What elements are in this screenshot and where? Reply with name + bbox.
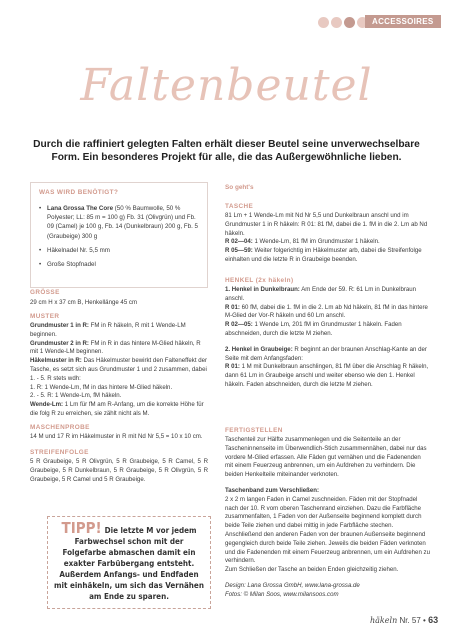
- henkel1-r01-label: R 01:: [225, 303, 240, 311]
- materials-item: • Häkelnadel Nr. 5,5 mm: [39, 246, 199, 255]
- streifenfolge-section: [30, 449, 208, 484]
- groesse-heading: GRÖSSE: [30, 289, 60, 296]
- fertig-text: Taschenteil zur Hälfte zusammenlegen und die Seitenteile an der Tascheninnenseite im Überwendlich-Stich zusammennähen, dabei nur das vordere M-Glied erfassen. Alle Fäden gut vernähen und die Fadenenden mit einem Feuerzeug anbrennen, um ein Aufdrehen zu verhindern. Die beiden Henkelteile miteinander verknoten.: [225, 436, 427, 479]
- footer-bullet: •: [423, 616, 426, 625]
- muster-wendelm-label: Wende-Lm:: [30, 401, 64, 409]
- muster-wendelm-text: 1 Lm für fM am R-Anfang, um die korrekte Höhe für die folg R zu erreichen, sie zählt nicht als M.: [30, 401, 204, 417]
- materials-list: [39, 204, 199, 269]
- tasche-r0559-text: Weiter folgerichtig im Häkelmuster arb, dabei die Streifenfolge einhalten und die letzte R in Graubeige beenden.: [225, 247, 422, 263]
- muster-section: [30, 313, 208, 419]
- henkel1-r0205: [225, 321, 430, 339]
- taschenband-label: Taschenband zum Verschließen:: [225, 486, 320, 494]
- muster-gm2: [30, 340, 208, 358]
- tasche-r0204-label: R 02—04:: [225, 238, 253, 246]
- tasche-r0204: [225, 238, 430, 247]
- taschenband-text: 2 x 2 m langen Faden in Camel zuschneiden. Fäden mit der Stopfnadel nach der 10. R vom oberen Taschenrand einziehen. Dazu die Farbfläche zusammenfalten, 1 Faden von der Außenseite beginnend komplett durch beide Teile ziehen und dabei mittig in jede Farbfläche stechen. Anschließend den anderen Faden von der braunen Außenseite beginnend gegengleich durch beide Teile ziehen. Jeweils die beiden Fäden verknoten und die Fadenenden mit einem Feuerzeug anbrennen, um ein Aufdrehen zu verhindern.: [225, 495, 430, 565]
- taschenband-heading: [225, 487, 430, 496]
- materials-item: [39, 204, 199, 241]
- fertig-heading: FERTIGSTELLEN: [225, 427, 283, 434]
- footer-issue: Nr. 57: [399, 616, 421, 625]
- tasche-section: [225, 203, 430, 265]
- muster-wendelm: [30, 401, 208, 419]
- page-title: Faltenbeutel: [80, 60, 373, 111]
- materials-box: [30, 182, 208, 288]
- intro-text: Durch die raffiniert gelegten Falten erhält dieser Beutel seine unverwechselbare Form. Ein besonderes Projekt für alle, die das Außergewöhnliche lieben.: [33, 139, 420, 163]
- taschenband-end: Zum Schließen der Tasche an beiden Enden gleichzeitig ziehen.: [225, 566, 399, 574]
- muster-gm1: [30, 322, 208, 340]
- muster-gm1-label: Grundmuster 1 in R:: [30, 322, 89, 329]
- fertig-section: [225, 427, 430, 600]
- header-issue-circles: [318, 17, 368, 28]
- henkel2-label: 2. Henkel in Graubeige:: [225, 345, 293, 353]
- henkel-section: [225, 277, 430, 390]
- section-label: ACCESSOIRES: [365, 15, 441, 28]
- henkel1-r01: [225, 304, 430, 322]
- muster-hm-r2: 2. - 5. R: 1 Wende-Lm, fM häkeln.: [30, 392, 122, 400]
- streifenfolge-text: 5 R Graubeige, 5 R Olivgrün, 5 R Graubeige, 5 R Camel, 5 R Graubeige, 5 R Dunkelbraun, 5 R Graubeige, 5 R Olivgrün, 5 R Graubeige, 5 R Camel und 5 R Graubeige.: [30, 458, 208, 483]
- muster-hm-r1: 1. R: 1 Wende-Lm, fM in das hintere M-Glied häkeln.: [30, 383, 173, 391]
- tasche-r0559-label: R 05—59:: [225, 247, 253, 255]
- groesse-text: 29 cm H x 37 cm B, Henkellänge 45 cm: [30, 299, 138, 306]
- maschenprobe-text: 14 M und 17 R im Häkelmuster in R mit Nd Nr 5,5 = 10 x 10 cm.: [30, 433, 203, 440]
- muster-hm: [30, 357, 208, 383]
- credit-design: Design: Lana Grossa GmbH, www.lana-grossa.de: [225, 581, 360, 589]
- henkel1-r01-text: 60 fM, dabei die 1. fM in die 2. Lm ab Nd häkeln, 81 fM in das hintere M-Glied der Vor-R häkeln und 60 Lm anschl.: [225, 303, 428, 320]
- tasche-heading: TASCHE: [225, 203, 254, 210]
- henkel1-label: 1. Henkel in Dunkelbraun:: [225, 286, 300, 293]
- sogehts-label: [225, 184, 430, 191]
- page-footer: [370, 615, 438, 625]
- header-circle-active: [344, 17, 355, 28]
- tasche-r0559: [225, 247, 430, 265]
- groesse-section: [30, 289, 208, 308]
- materials-heading: WAS WIRD BENÖTIGT?: [39, 189, 119, 196]
- muster-gm2-text: FM in R in das hintere M-Glied häkeln, R mit 1 Wende-LM beginnen.: [30, 339, 201, 356]
- materials-item: • Große Stopfnadel: [39, 260, 199, 269]
- henkel2-intro: [225, 346, 430, 364]
- muster-hm-text: Das Häkelmuster bewirkt den Falteneffekt der Tasche, es setzt sich aus Grundmuster 1 und 2 zusammen, dabei 1. - 5. R stets wdh:: [30, 357, 208, 382]
- tipp-box: [47, 516, 211, 609]
- header-circle: [318, 17, 329, 28]
- credit-fotos: Fotos: © Milan Soos, www.milansoos.com: [225, 590, 339, 598]
- tasche-text: 81 Lm + 1 Wende-Lm mit Nd Nr 5,5 und Dunkelbraun anschl und im Grundmuster 1 in R häkeln: R 01: 81 fM, dabei die 1. fM in die 2. Lm ab Nd häkeln.: [225, 212, 428, 237]
- henkel2-text: R beginnt an der braunen Anschlag-Kante an der Seite mit dem Anfangsfaden:: [225, 345, 427, 362]
- henkel2-r01-label: R 01:: [225, 363, 240, 371]
- maschenprobe-heading: MASCHENPROBE: [30, 424, 90, 431]
- henkel1-r0205-label: R 02—05:: [225, 321, 253, 329]
- henkel2-r01-text: 1 M mit Dunkelbraun anschlingen, 81 fM über die Anschlag R häkeln, dann 61 Lm in Graubeige anschl und weiter ebenso wie den 1. Henkel häkeln. Faden abschneiden, durch die letzte M ziehen.: [225, 363, 429, 388]
- header-circle: [331, 17, 342, 28]
- tipp-heading: TIPP!: [61, 519, 102, 537]
- henkel1-intro: [225, 286, 430, 304]
- muster-heading: MUSTER: [30, 313, 60, 320]
- tipp-text: Die letzte M vor jedem Farbwechsel schon mit der Folgefarbe abmaschen damit ein exakter Farbübergang entsteht. Außerdem Anfangs- und Endfaden mit einhäkeln, um sich das Vernähen am Ende zu sparen.: [54, 526, 204, 601]
- tasche-r0204-text: 1 Wende-Lm, 81 fM im Grundmuster 1 häkeln.: [252, 238, 380, 246]
- materials-item-text: (50 % Baumwolle, 50 % Polyester; LL: 85 m = 100 g) Fb. 31 (Olivgrün) und Fb. 09 (Camel) je 100 g, Fb. 14 (Dunkelbraun) 200 g, Fb. 5 (Graubeige) 300 g: [47, 205, 198, 240]
- muster-gm2-label: Grundmuster 2 in R:: [30, 339, 89, 347]
- henkel2-r01: [225, 363, 430, 389]
- muster-hm-label: Häkelmuster in R:: [30, 357, 82, 365]
- streifenfolge-heading: STREIFENFOLGE: [30, 449, 89, 456]
- muster-gm1-text: FM in R häkeln, R mit 1 Wende-LM beginnen.: [30, 322, 186, 338]
- page-number: 63: [428, 615, 439, 625]
- sogehts-heading: So geht's: [225, 184, 254, 191]
- materials-item-bold: Lana Grossa The Core: [47, 205, 114, 212]
- henkel1-text: Am Ende der 59. R: 61 Lm in Dunkelbraun anschl.: [225, 286, 417, 302]
- henkel-heading: HENKEL (2x häkeln): [225, 277, 294, 284]
- maschenprobe-section: [30, 424, 208, 442]
- henkel1-r0205-text: 1 Wende Lm, 201 fM im Grundmuster 1 häkeln. Faden abschneiden, durch die letzte M ziehen.: [225, 321, 402, 337]
- footer-brand: häkeln: [370, 616, 398, 625]
